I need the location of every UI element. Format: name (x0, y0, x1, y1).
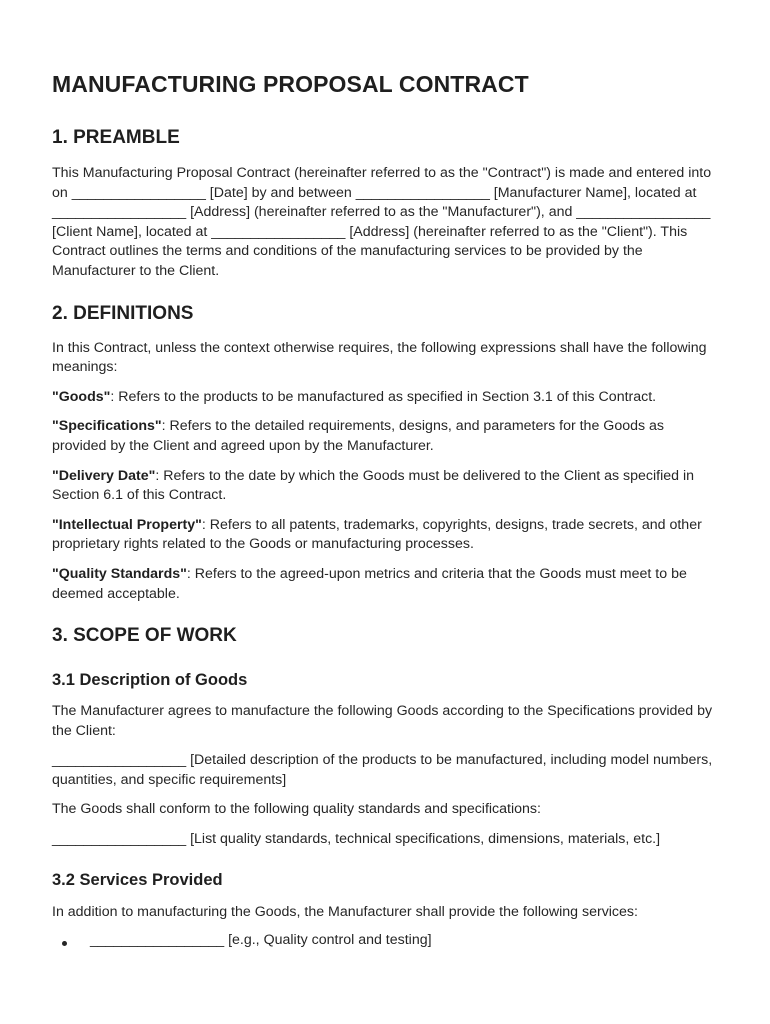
definitions-intro: In this Contract, unless the context otherwise requires, the following expressions shall have the following meanings: (52, 339, 707, 376)
goods-intro-paragraph: The Manufacturer agrees to manufacture the following Goods according to the Specifications provided by the Client: (52, 703, 713, 739)
quality-standards-intro: The Goods shall conform to the following quality standards and specifications: (52, 801, 541, 818)
definition-quality-standards (52, 565, 718, 604)
list-item: _________________ [e.g., Quality control and testing] (52, 931, 718, 951)
preamble-paragraph: This Manufacturing Proposal Contract (hereinafter referred to as the "Contract") is made and entered into on _________________ [Date] by and between _________________ [Manufacturer Name], located at _________________ [Address] (hereinafter referred to as the "Manufacturer"), and _________________ [Client Name], located at _________________ [Address] (hereinafter referred to as the "Client"). This Contract outlines the terms and conditions of the manufacturing services to be provided by the Manufacturer to the Client. (52, 165, 712, 279)
section-heading-preamble: 1. PREAMBLE (52, 127, 180, 148)
definition-specifications (52, 417, 718, 456)
services-list (52, 931, 718, 951)
section-heading-scope: 3. SCOPE OF WORK (52, 625, 237, 647)
goods-description-blank: _________________ [Detailed description of the products to be manufactured, including model numbers, quantities, and specific requirements] (52, 752, 713, 788)
definition-term: "Delivery Date" (52, 467, 156, 484)
definition-text: : Refers to the date by which the Goods must be delivered to the Client as specified in Section 6.1 of this Contract. (52, 467, 694, 504)
definition-intellectual-property (52, 516, 718, 555)
quality-standards-blank: _________________ [List quality standards, technical specifications, dimensions, materials, etc.] (52, 831, 661, 848)
definition-term: "Intellectual Property" (52, 516, 202, 533)
definition-text: : Refers to the agreed-upon metrics and criteria that the Goods must meet to be deemed acceptable. (52, 565, 687, 602)
definition-delivery-date (52, 467, 718, 506)
definition-text: : Refers to the products to be manufactured as specified in Section 3.1 of this Contract. (110, 388, 657, 405)
subsection-heading-services-provided: 3.2 Services Provided (52, 870, 223, 889)
definition-term: "Specifications" (52, 418, 162, 435)
section-heading-definitions: 2. DEFINITIONS (52, 302, 194, 324)
definition-term: "Quality Standards" (52, 565, 187, 582)
definition-term: "Goods" (52, 388, 111, 405)
services-intro-paragraph: In addition to manufacturing the Goods, the Manufacturer shall provide the following services: (52, 903, 638, 920)
definition-text: : Refers to the detailed requirements, designs, and parameters for the Goods as provided by the Client and agreed upon by the Manufacturer. (52, 418, 665, 454)
definition-goods (52, 388, 718, 408)
subsection-heading-description-of-goods: 3.1 Description of Goods (52, 671, 248, 690)
document-title: MANUFACTURING PROPOSAL CONTRACT (52, 71, 529, 97)
definition-text: : Refers to all patents, trademarks, copyrights, designs, trade secrets, and other proprietary rights related to the Goods or manufacturing processes. (52, 516, 702, 553)
